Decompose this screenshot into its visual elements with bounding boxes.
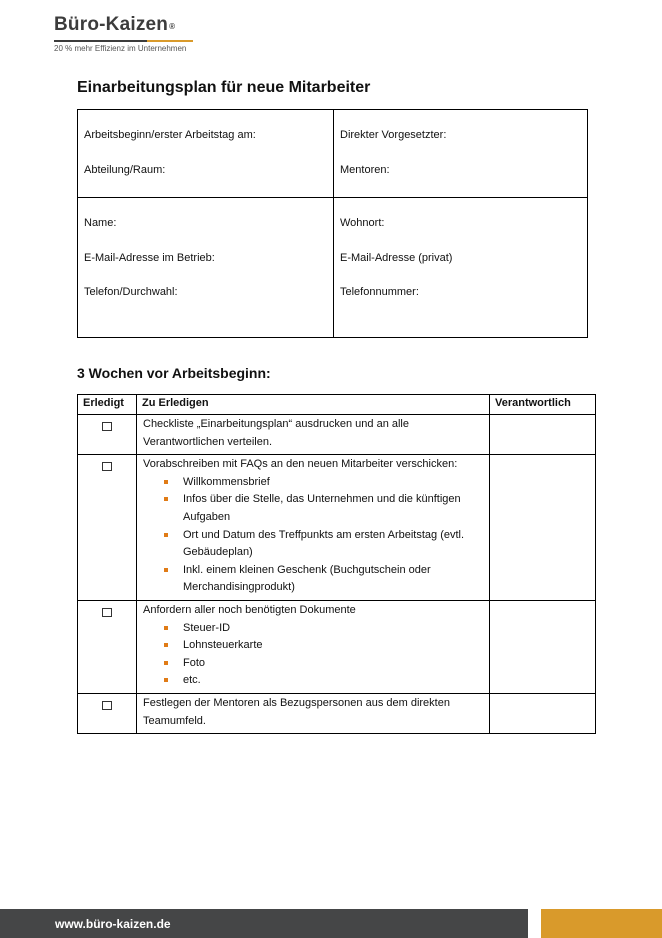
- phone-extension-label: Telefon/Durchwahl:: [84, 286, 178, 298]
- residence-label: Wohnort:: [340, 217, 385, 229]
- square-bullet-icon: [164, 626, 168, 630]
- info-table-column-divider: [333, 110, 334, 337]
- task-bullet-list: [143, 620, 484, 690]
- square-bullet-icon: [164, 568, 168, 572]
- phone-number-label: Telefonnummer:: [340, 286, 419, 298]
- list-item-text: Foto: [183, 656, 206, 669]
- task-text: Checkliste „Einarbeitungsplan“ ausdrucken und an alle Verantwortlichen verteilen.: [143, 418, 409, 448]
- list-item: [143, 620, 484, 638]
- logo-underline-accent: [147, 40, 193, 42]
- list-item: [143, 655, 484, 673]
- responsible-cell[interactable]: [490, 415, 596, 455]
- task-cell: [137, 455, 490, 601]
- list-item-text: Lohnsteuerkarte: [183, 639, 263, 652]
- logo-underline: [54, 40, 193, 42]
- task-text: Anfordern aller noch benötigten Dokumente: [143, 603, 356, 616]
- footer-accent-block: [541, 909, 662, 938]
- task-cell: [137, 693, 490, 733]
- start-date-label: Arbeitsbeginn/erster Arbeitstag am:: [84, 129, 256, 141]
- task-cell: [137, 415, 490, 455]
- table-row: [78, 415, 596, 455]
- page-title: Einarbeitungsplan für neue Mitarbeiter: [77, 79, 371, 96]
- section-title: 3 Wochen vor Arbeitsbeginn:: [77, 365, 271, 381]
- task-bullet-list: [143, 474, 484, 597]
- supervisor-label: Direkter Vorgesetzter:: [340, 129, 447, 141]
- name-label: Name:: [84, 217, 117, 229]
- task-cell: [137, 600, 490, 693]
- done-cell: [78, 455, 137, 601]
- responsible-cell[interactable]: [490, 600, 596, 693]
- column-header-task: Zu Erledigen: [137, 395, 490, 415]
- mentors-label: Mentoren:: [340, 164, 390, 176]
- responsible-cell[interactable]: [490, 455, 596, 601]
- brand-name-text: Büro-Kaizen: [54, 14, 169, 35]
- square-bullet-icon: [164, 497, 168, 501]
- task-text: Festlegen der Mentoren als Bezugspersonen aus dem direkten Teamumfeld.: [143, 696, 450, 727]
- department-label: Abteilung/Raum:: [84, 164, 166, 176]
- table-row: [78, 693, 596, 733]
- list-item-text: etc.: [183, 674, 201, 687]
- task-checklist-table: [77, 394, 596, 734]
- column-header-responsible: Verantwortlich: [490, 395, 596, 415]
- brand-logo: [54, 14, 204, 53]
- square-bullet-icon: [164, 533, 168, 537]
- table-row: [78, 455, 596, 601]
- work-email-label: E-Mail-Adresse im Betrieb:: [84, 252, 215, 264]
- employee-info-table: [77, 109, 588, 338]
- square-bullet-icon: [164, 643, 168, 647]
- list-item: [143, 527, 484, 562]
- task-checkbox[interactable]: [102, 608, 112, 617]
- table-row: [78, 600, 596, 693]
- square-bullet-icon: [164, 480, 168, 484]
- list-item-text: Infos über die Stelle, das Unternehmen und die künftigen Aufgaben: [183, 493, 461, 523]
- registered-mark: ®: [169, 22, 176, 31]
- list-item: [143, 637, 484, 655]
- done-cell: [78, 600, 137, 693]
- task-checkbox[interactable]: [102, 422, 112, 431]
- list-item-text: Willkommensbrief: [183, 475, 270, 488]
- responsible-cell[interactable]: [490, 693, 596, 733]
- list-item-text: Inkl. einem kleinen Geschenk (Buchgutschein oder Merchandisingprodukt): [183, 563, 431, 594]
- list-item-text: Steuer-ID: [183, 621, 231, 634]
- private-email-label: E-Mail-Adresse (privat): [340, 252, 453, 264]
- task-checkbox[interactable]: [102, 462, 112, 471]
- brand-name: [54, 14, 204, 36]
- footer-bar: [0, 909, 528, 938]
- square-bullet-icon: [164, 661, 168, 665]
- list-item: [143, 474, 484, 492]
- task-text: Vorabschreiben mit FAQs an den neuen Mitarbeiter verschicken:: [143, 458, 458, 471]
- list-item: [143, 672, 484, 690]
- task-checkbox[interactable]: [102, 701, 112, 710]
- list-item-text: Ort und Datum des Treffpunkts am ersten Arbeitstag (evtl. Gebäudeplan): [183, 528, 465, 559]
- column-header-done: Erledigt: [78, 395, 137, 415]
- info-table-row-divider: [78, 197, 587, 198]
- done-cell: [78, 415, 137, 455]
- brand-tagline: 20 % mehr Effizienz im Unternehmen: [54, 44, 187, 53]
- table-header-row: [78, 395, 596, 415]
- list-item: [143, 562, 484, 597]
- square-bullet-icon: [164, 678, 168, 682]
- done-cell: [78, 693, 137, 733]
- list-item: [143, 491, 484, 526]
- footer-website-link[interactable]: www.büro-kaizen.de: [55, 917, 171, 931]
